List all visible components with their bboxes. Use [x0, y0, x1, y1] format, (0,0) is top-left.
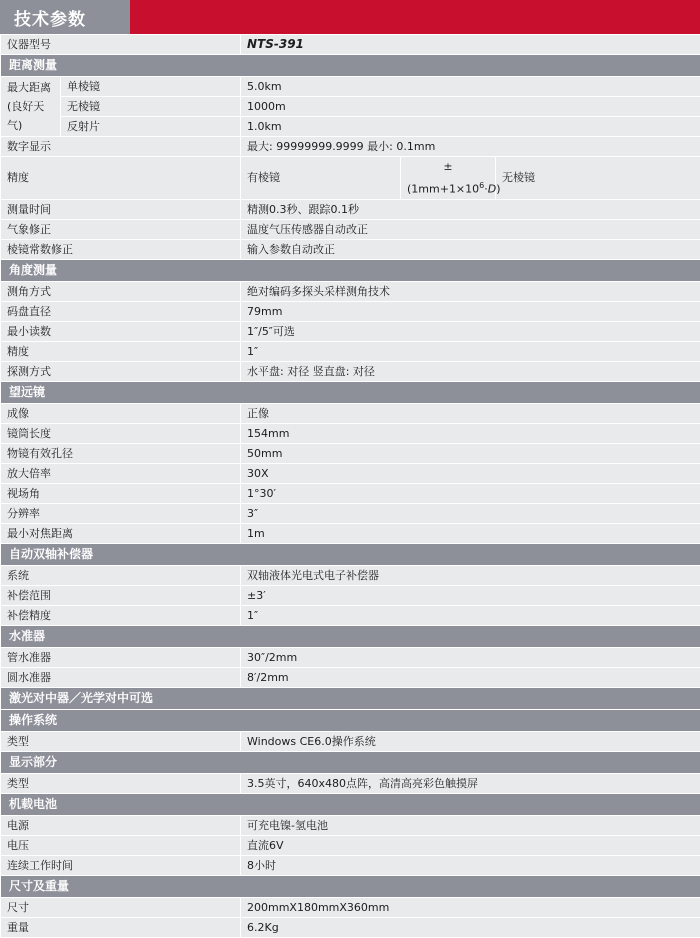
section-label: 水准器 — [1, 625, 700, 647]
row-value: 正像 — [241, 403, 700, 423]
table-row — [1, 97, 700, 117]
row-label: 类型 — [1, 773, 241, 793]
row-label: 最小对焦距离 — [1, 523, 241, 543]
row-value: 水平盘: 对径 竖直盘: 对径 — [241, 361, 700, 381]
row-label: 补偿范围 — [1, 585, 241, 605]
section-label: 自动双轴补偿器 — [1, 543, 700, 565]
row-value: 50mm — [241, 443, 700, 463]
table-row — [1, 605, 700, 625]
row-value: 6.2Kg — [241, 917, 700, 937]
row-label: 精度 — [1, 157, 241, 200]
section-label: 尺寸及重量 — [1, 875, 700, 897]
row-value: 输入参数自动改正 — [241, 239, 700, 259]
row-label: 圆水准器 — [1, 667, 241, 687]
row-value: 8′/2mm — [241, 667, 700, 687]
table-row — [1, 917, 700, 937]
row-value: 30X — [241, 463, 700, 483]
section-label: 操作系统 — [1, 709, 700, 731]
row-value: 79mm — [241, 301, 700, 321]
row-label: 仪器型号 — [1, 35, 241, 55]
row-label: 测量时间 — [1, 199, 241, 219]
sub-label: 单棱镜 — [61, 77, 241, 97]
row-value: 1000m — [241, 97, 700, 117]
table-row — [1, 855, 700, 875]
row-label: 类型 — [1, 731, 241, 751]
row-label: 物镜有效孔径 — [1, 443, 241, 463]
accuracy-exponent: 6 — [479, 181, 484, 190]
section-header — [1, 543, 700, 565]
row-label: 系统 — [1, 565, 241, 585]
page-header-banner — [0, 0, 700, 34]
sub-label: 无棱镜 — [61, 97, 241, 117]
row-value: 1.0km — [241, 117, 700, 137]
table-row — [1, 35, 700, 55]
row-label: 镜筒长度 — [1, 423, 241, 443]
table-row — [1, 773, 700, 793]
row-value: 绝对编码多探头采样测角技术 — [241, 281, 700, 301]
table-row — [1, 117, 700, 137]
section-label: 显示部分 — [1, 751, 700, 773]
row-value: 3″ — [241, 503, 700, 523]
row-value: 最大: 99999999.9999 最小: 0.1mm — [241, 137, 700, 157]
accuracy-value-prism — [401, 157, 496, 200]
row-label: 管水准器 — [1, 647, 241, 667]
table-row — [1, 443, 700, 463]
row-value: 直流6V — [241, 835, 700, 855]
section-header — [1, 625, 700, 647]
table-row — [1, 815, 700, 835]
row-value: 154mm — [241, 423, 700, 443]
table-row — [1, 731, 700, 751]
table-row — [1, 667, 700, 687]
header-accent-bar — [130, 0, 700, 34]
section-label: 角度测量 — [1, 259, 700, 281]
row-label: 分辨率 — [1, 503, 241, 523]
section-header — [1, 875, 700, 897]
row-label: 放大倍率 — [1, 463, 241, 483]
row-label: 电源 — [1, 815, 241, 835]
section-header — [1, 687, 700, 709]
header-title-block — [0, 0, 130, 34]
row-value: 1°30′ — [241, 483, 700, 503]
section-label: 激光对中器／光学对中可选 — [1, 687, 700, 709]
table-row — [1, 835, 700, 855]
accuracy-distance-symbol: D — [488, 183, 496, 196]
accuracy-formula-close: ) — [496, 183, 500, 196]
table-row — [1, 239, 700, 259]
row-label: 补偿精度 — [1, 605, 241, 625]
table-row — [1, 219, 700, 239]
row-label-max-distance — [1, 77, 61, 137]
row-label: 气象修正 — [1, 219, 241, 239]
accuracy-mode-reflectorless: 无棱镜 — [496, 157, 700, 200]
table-row — [1, 199, 700, 219]
section-header — [1, 751, 700, 773]
table-row — [1, 361, 700, 381]
table-row — [1, 137, 700, 157]
page-title: 技术参数 — [14, 5, 86, 30]
row-label: 码盘直径 — [1, 301, 241, 321]
accuracy-mode-prism: 有棱镜 — [241, 157, 401, 200]
row-label: 棱镜常数修正 — [1, 239, 241, 259]
row-label: 精度 — [1, 341, 241, 361]
section-header — [1, 259, 700, 281]
row-value: 可充电镍-氢电池 — [241, 815, 700, 835]
table-row — [1, 423, 700, 443]
table-row — [1, 565, 700, 585]
table-row — [1, 321, 700, 341]
row-label: 连续工作时间 — [1, 855, 241, 875]
table-row — [1, 463, 700, 483]
row-label: 最小读数 — [1, 321, 241, 341]
row-value: 30″/2mm — [241, 647, 700, 667]
table-row — [1, 483, 700, 503]
sub-label: 反射片 — [61, 117, 241, 137]
table-row — [1, 897, 700, 917]
table-row — [1, 503, 700, 523]
row-label: 数字显示 — [1, 137, 241, 157]
row-label: 重量 — [1, 917, 241, 937]
table-row — [1, 523, 700, 543]
row-value: 1m — [241, 523, 700, 543]
row-value: 3.5英寸，640x480点阵，高清高亮彩色触摸屏 — [241, 773, 700, 793]
row-value: 5.0km — [241, 77, 700, 97]
table-row-accuracy — [1, 157, 700, 200]
row-value: 温度气压传感器自动改正 — [241, 219, 700, 239]
section-header — [1, 793, 700, 815]
row-label: 探测方式 — [1, 361, 241, 381]
table-row — [1, 647, 700, 667]
row-value: 1″/5″可选 — [241, 321, 700, 341]
row-label: 成像 — [1, 403, 241, 423]
row-value: NTS-391 — [241, 35, 700, 55]
row-label: 视场角 — [1, 483, 241, 503]
row-value: Windows CE6.0操作系统 — [241, 731, 700, 751]
row-value: 1″ — [241, 341, 700, 361]
table-row — [1, 585, 700, 605]
table-row — [1, 281, 700, 301]
section-header — [1, 55, 700, 77]
table-row — [1, 77, 700, 97]
row-label-line2: (良好天气) — [7, 97, 54, 135]
row-label: 测角方式 — [1, 281, 241, 301]
section-header — [1, 709, 700, 731]
row-label: 电压 — [1, 835, 241, 855]
accuracy-dot: · — [484, 183, 488, 196]
row-value: ±3′ — [241, 585, 700, 605]
table-row — [1, 301, 700, 321]
section-label: 距离测量 — [1, 55, 700, 77]
table-row — [1, 341, 700, 361]
row-label: 尺寸 — [1, 897, 241, 917]
accuracy-formula-open: (1mm+1×10 — [407, 183, 479, 196]
specifications-table — [0, 34, 700, 938]
row-value: 200mmX180mmX360mm — [241, 897, 700, 917]
table-row — [1, 403, 700, 423]
section-label: 望远镜 — [1, 381, 700, 403]
accuracy-plusminus: ± — [443, 160, 452, 173]
row-value: 1″ — [241, 605, 700, 625]
row-label-line1: 最大距离 — [7, 78, 54, 97]
section-header — [1, 381, 700, 403]
row-value: 双轴液体光电式电子补偿器 — [241, 565, 700, 585]
row-value: 8小时 — [241, 855, 700, 875]
section-label: 机载电池 — [1, 793, 700, 815]
row-value: 精测0.3秒、跟踪0.1秒 — [241, 199, 700, 219]
